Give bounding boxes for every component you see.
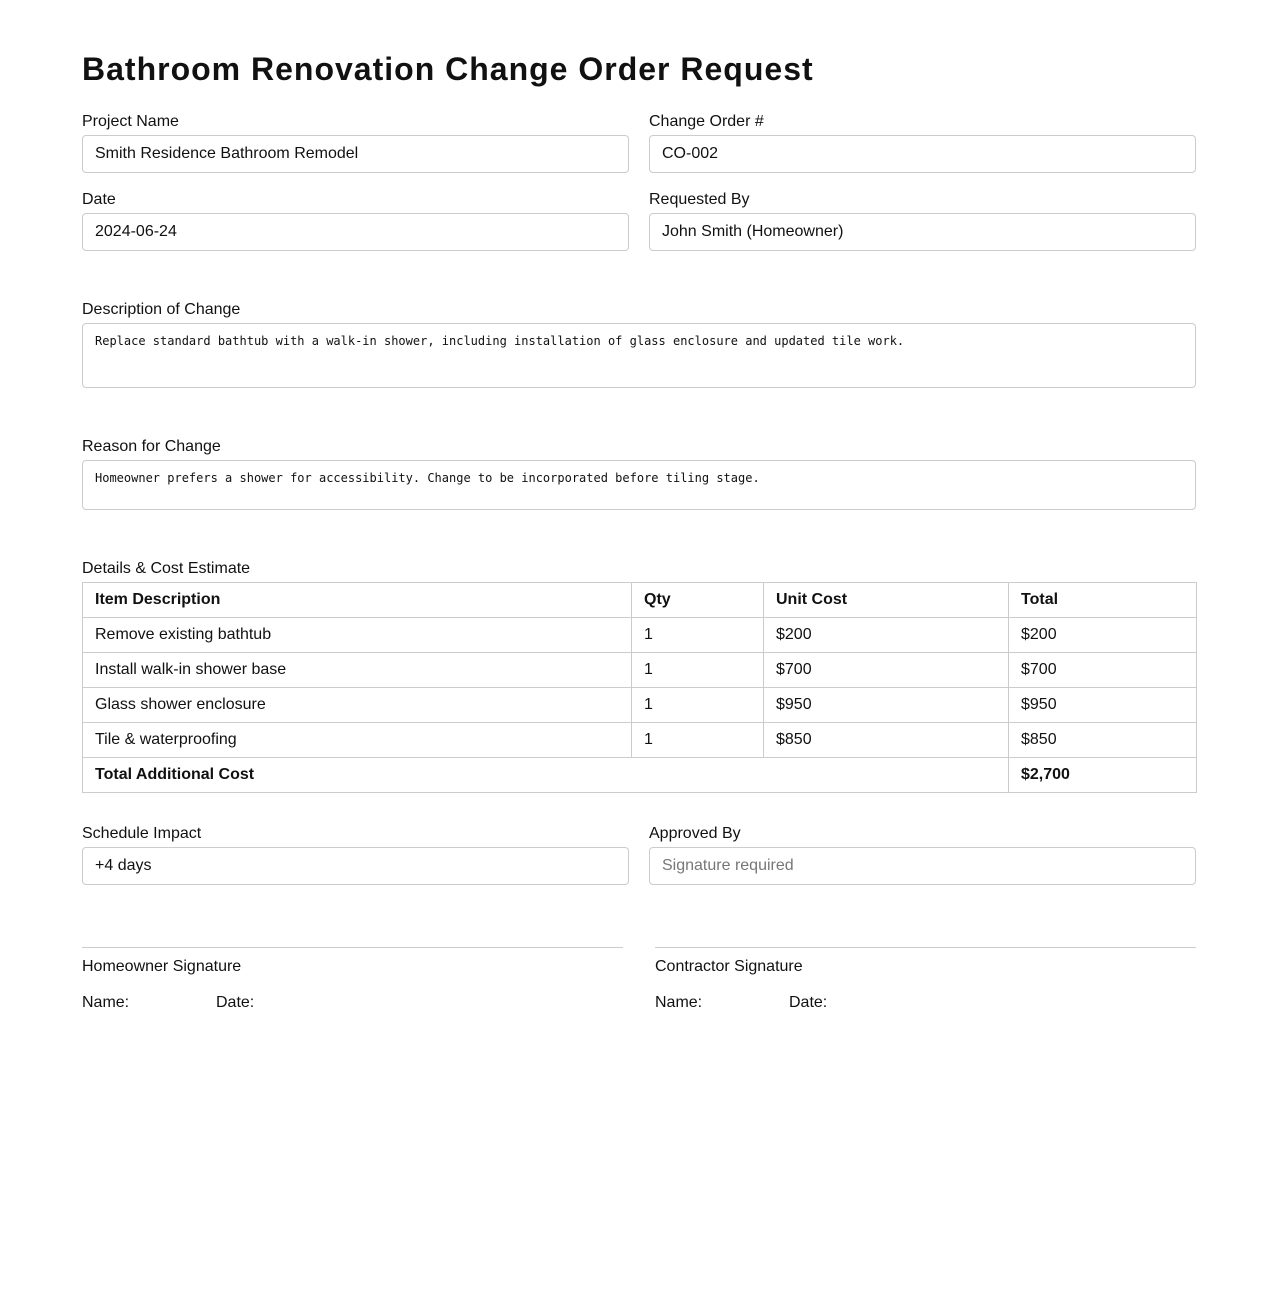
header-qty: Qty	[632, 583, 764, 618]
reason-label: Reason for Change	[82, 438, 221, 455]
table-row	[83, 723, 1197, 758]
homeowner-signature-line[interactable]	[82, 947, 623, 948]
project-name-label: Project Name	[82, 113, 179, 130]
change-order-number-input[interactable]: CO-002	[649, 135, 1196, 173]
qty-cell: 1	[632, 618, 764, 653]
qty-cell: 1	[632, 653, 764, 688]
qty-cell: 1	[632, 723, 764, 758]
cost-table-caption: Details & Cost Estimate	[82, 560, 251, 577]
requested-by-input[interactable]: John Smith (Homeowner)	[649, 213, 1196, 251]
homeowner-signature-title: Homeowner Signature	[82, 958, 242, 975]
contractor-name-label: Name:	[655, 994, 703, 1011]
item-description-cell: Install walk-in shower base	[83, 653, 632, 688]
table-row	[83, 688, 1197, 723]
project-name-input[interactable]: Smith Residence Bathroom Remodel	[82, 135, 629, 173]
change-order-number-label: Change Order #	[649, 113, 764, 130]
page-title: Bathroom Renovation Change Order Request	[82, 51, 814, 87]
total-cell: $850	[1009, 723, 1197, 758]
unit-cost-cell: $950	[764, 688, 1009, 723]
header-unit-cost: Unit Cost	[764, 583, 1009, 618]
total-cell: $700	[1009, 653, 1197, 688]
contractor-signature-line[interactable]	[655, 947, 1196, 948]
item-description-cell: Tile & waterproofing	[83, 723, 632, 758]
total-row	[83, 758, 1197, 793]
table-row	[83, 618, 1197, 653]
contractor-date-label: Date:	[789, 994, 828, 1011]
schedule-impact-input[interactable]: +4 days	[82, 847, 629, 885]
total-additional-cost-label: Total Additional Cost	[83, 758, 1009, 793]
item-description-cell: Remove existing bathtub	[83, 618, 632, 653]
unit-cost-cell: $200	[764, 618, 1009, 653]
total-additional-cost-value: $2,700	[1009, 758, 1197, 793]
approved-by-input[interactable]: Signature required	[649, 847, 1196, 885]
total-cell: $950	[1009, 688, 1197, 723]
table-row	[83, 653, 1197, 688]
cost-estimate-table	[82, 582, 1197, 793]
reason-textarea[interactable]: Homeowner prefers a shower for accessibility. Change to be incorporated before tiling stage.	[82, 460, 1196, 510]
total-cell: $200	[1009, 618, 1197, 653]
item-description-cell: Glass shower enclosure	[83, 688, 632, 723]
requested-by-label: Requested By	[649, 191, 750, 208]
unit-cost-cell: $850	[764, 723, 1009, 758]
table-header-row	[83, 583, 1197, 618]
contractor-signature-title: Contractor Signature	[655, 958, 803, 975]
schedule-impact-label: Schedule Impact	[82, 825, 202, 842]
header-total: Total	[1009, 583, 1197, 618]
date-input[interactable]: 2024-06-24	[82, 213, 629, 251]
homeowner-name-label: Name:	[82, 994, 130, 1011]
date-label: Date	[82, 191, 116, 208]
unit-cost-cell: $700	[764, 653, 1009, 688]
approved-by-label: Approved By	[649, 825, 741, 842]
description-textarea[interactable]: Replace standard bathtub with a walk-in shower, including installation of glass enclosure and updated tile work.	[82, 323, 1196, 388]
description-label: Description of Change	[82, 301, 241, 318]
homeowner-date-label: Date:	[216, 994, 255, 1011]
qty-cell: 1	[632, 688, 764, 723]
header-item-description: Item Description	[83, 583, 632, 618]
